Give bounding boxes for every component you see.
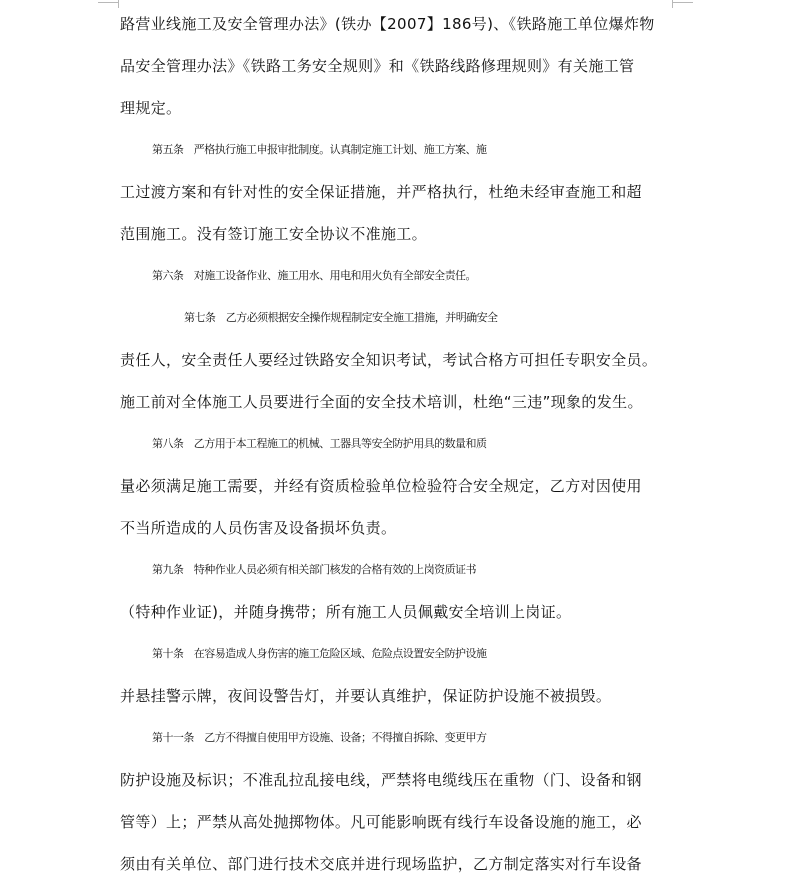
article-8-heading-line: 第八条 乙方用于本工程施工的机械、工器具等安全防护用具的数量和质 xyxy=(152,437,487,450)
crop-mark-right-horizontal xyxy=(673,2,693,3)
text-line: 理规定。 xyxy=(120,99,182,117)
text-line: 防护设施及标识；不准乱拉乱接电线，严禁将电缆线压在重物（门、设备和钢 xyxy=(120,771,642,789)
text-line: 并悬挂警示牌，夜间设警告灯，并要认真维护，保证防护设施不被损毁。 xyxy=(120,687,612,705)
article-7-heading-line: 第七条 乙方必须根据安全操作规程制定安全施工措施，并明确安全 xyxy=(184,311,498,324)
text-line: 品安全管理办法》《铁路工务安全规则》和《铁路线路修理规则》有关施工管 xyxy=(120,57,635,75)
article-11-heading-line: 第十一条 乙方不得擅自使用甲方设施、设备；不得擅自拆除、变更甲方 xyxy=(152,731,487,744)
article-6-heading-line: 第六条 对施工设备作业、施工用水、用电和用火负有全部安全责任。 xyxy=(152,269,476,282)
text-line: 须由有关单位、部门进行技术交底并进行现场监护，乙方制定落实对行车设备 xyxy=(120,855,642,873)
text-line: 不当所造成的人员伤害及设备损坏负责。 xyxy=(120,519,397,537)
article-5-heading-line: 第五条 严格执行施工申报审批制度。认真制定施工计划、施工方案、施 xyxy=(152,143,487,156)
text-line: （特种作业证)，并随身携带；所有施工人员佩戴安全培训上岗证。 xyxy=(120,603,572,621)
text-line: 施工前对全体施工人员要进行全面的安全技术培训，杜绝“三违”现象的发生。 xyxy=(120,393,643,411)
text-line: 范围施工。没有签订施工安全协议不准施工。 xyxy=(120,225,428,243)
text-line: 路营业线施工及安全管理办法》(铁办【2007】186号)、《铁路施工单位爆炸物 xyxy=(120,15,655,33)
text-line: 管等）上；严禁从高处抛掷物体。凡可能影响既有线行车设备设施的施工，必 xyxy=(120,813,642,831)
crop-mark-left xyxy=(118,0,119,8)
crop-mark-left-horizontal xyxy=(98,2,118,3)
text-line: 工过渡方案和有针对性的安全保证措施，并严格执行，杜绝未经审查施工和超 xyxy=(120,183,642,201)
article-9-heading-line: 第九条 特种作业人员必须有相关部门核发的合格有效的上岗资质证书 xyxy=(152,563,476,576)
text-line: 责任人，安全责任人要经过铁路安全知识考试，考试合格方可担任专职安全员。 xyxy=(120,351,658,369)
text-line: 量必须满足施工需要，并经有资质检验单位检验符合安全规定，乙方对因使用 xyxy=(120,477,642,495)
article-10-heading-line: 第十条 在容易造成人身伤害的施工危险区域、危险点设置安全防护设施 xyxy=(152,647,487,660)
